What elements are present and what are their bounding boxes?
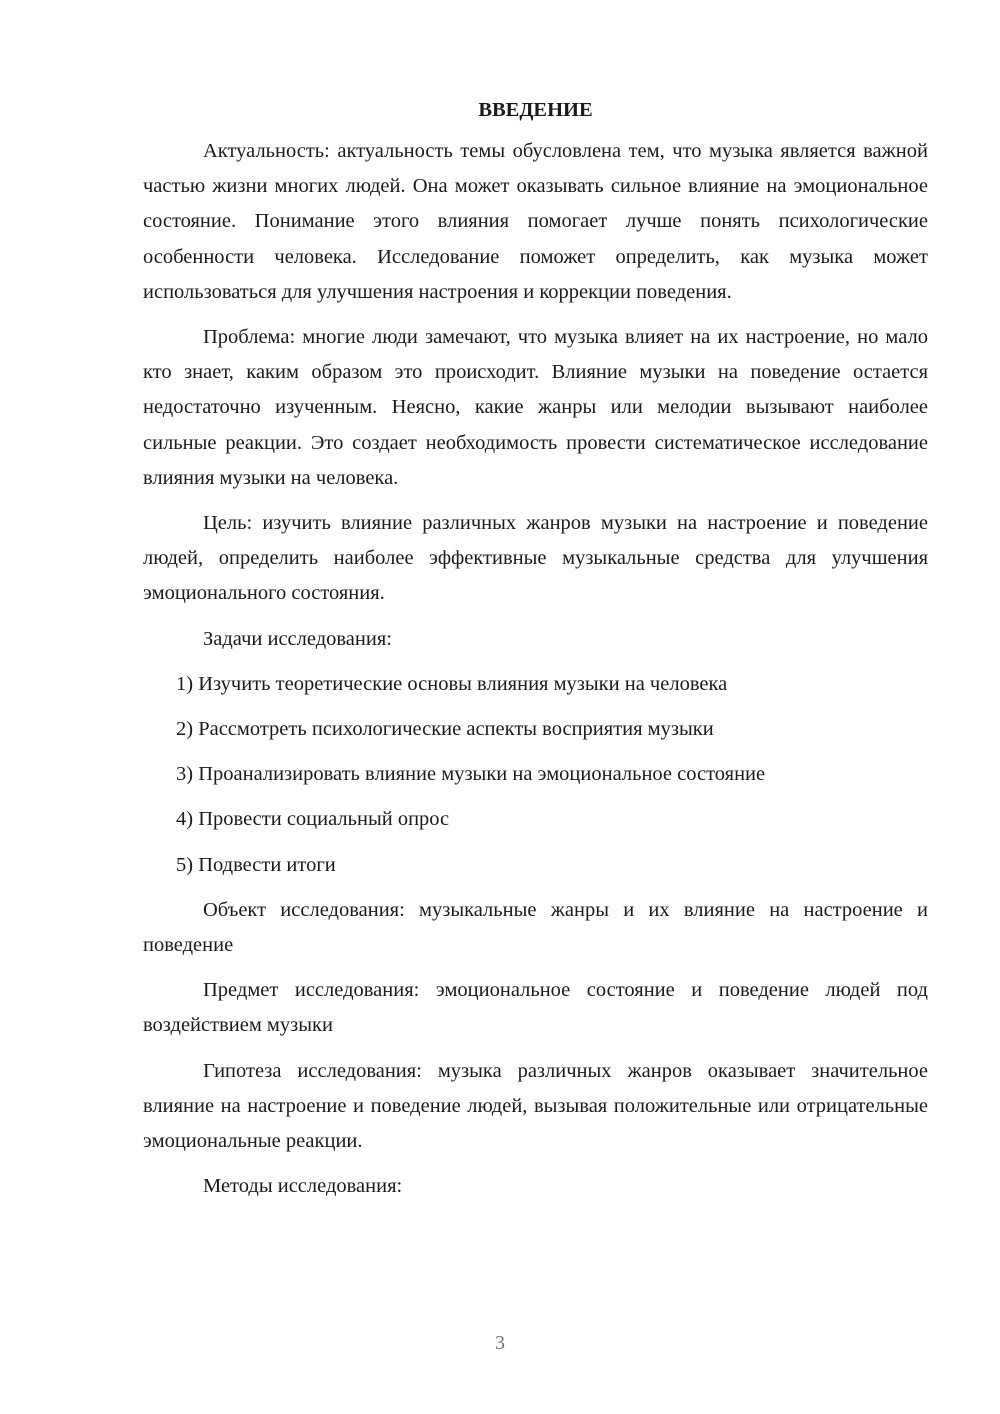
section-title: ВВЕДЕНИЕ	[478, 99, 593, 121]
goal-paragraph: Цель: изучить влияние различных жанров музыки на настроение и поведение людей, определить наиболее эффективные музыкальные средства для улучшения эмоционального состояния.	[143, 512, 928, 605]
tasks-heading: Задачи исследования:	[203, 627, 392, 650]
task-item: 2) Рассмотреть психологические аспекты восприятия музыки	[176, 718, 714, 741]
page-number: 3	[495, 1332, 505, 1354]
subject-paragraph: Предмет исследования: эмоциональное состояние и поведение людей под воздействием музыки	[143, 979, 928, 1037]
task-item: 3) Проанализировать влияние музыки на эмоциональное состояние	[176, 763, 766, 786]
object-paragraph: Объект исследования: музыкальные жанры и их влияние на настроение и поведение	[143, 898, 928, 957]
hypothesis-paragraph: Гипотеза исследования: музыка различных жанров оказывает значительное влияние на настроение и поведение людей, вызывая положительные или отрицательные эмоциональные реакции.	[143, 1059, 928, 1153]
tasks-list	[143, 667, 928, 883]
problem-paragraph: Проблема: многие люди замечают, что музыка влияет на их настроение, но мало кто знает, каким образом это происходит. Влияние музыки на поведение остается недостаточно изученным. Неясно, какие жанры или мелодии вызывают наиболее сильные реакции. Это создает необходимость провести систематическое исследование влияния музыки на человека.	[143, 326, 928, 489]
relevance-paragraph: Актуальность: актуальность темы обусловлена тем, что музыка является важной частью жизни многих людей. Она может оказывать сильное влияние на эмоциональное состояние. Понимание этого влияния помогает лучше понять психологические особенности человека. Исследование поможет определить, как музыка может использоваться для улучшения настроения и коррекции поведения.	[143, 140, 928, 303]
task-item: 4) Провести социальный опрос	[176, 808, 450, 831]
page-content	[143, 93, 928, 1214]
task-item: 1) Изучить теоретические основы влияния музыки на человека	[176, 672, 728, 695]
task-item: 5) Подвести итоги	[176, 853, 336, 876]
methods-heading: Методы исследования:	[203, 1175, 403, 1198]
